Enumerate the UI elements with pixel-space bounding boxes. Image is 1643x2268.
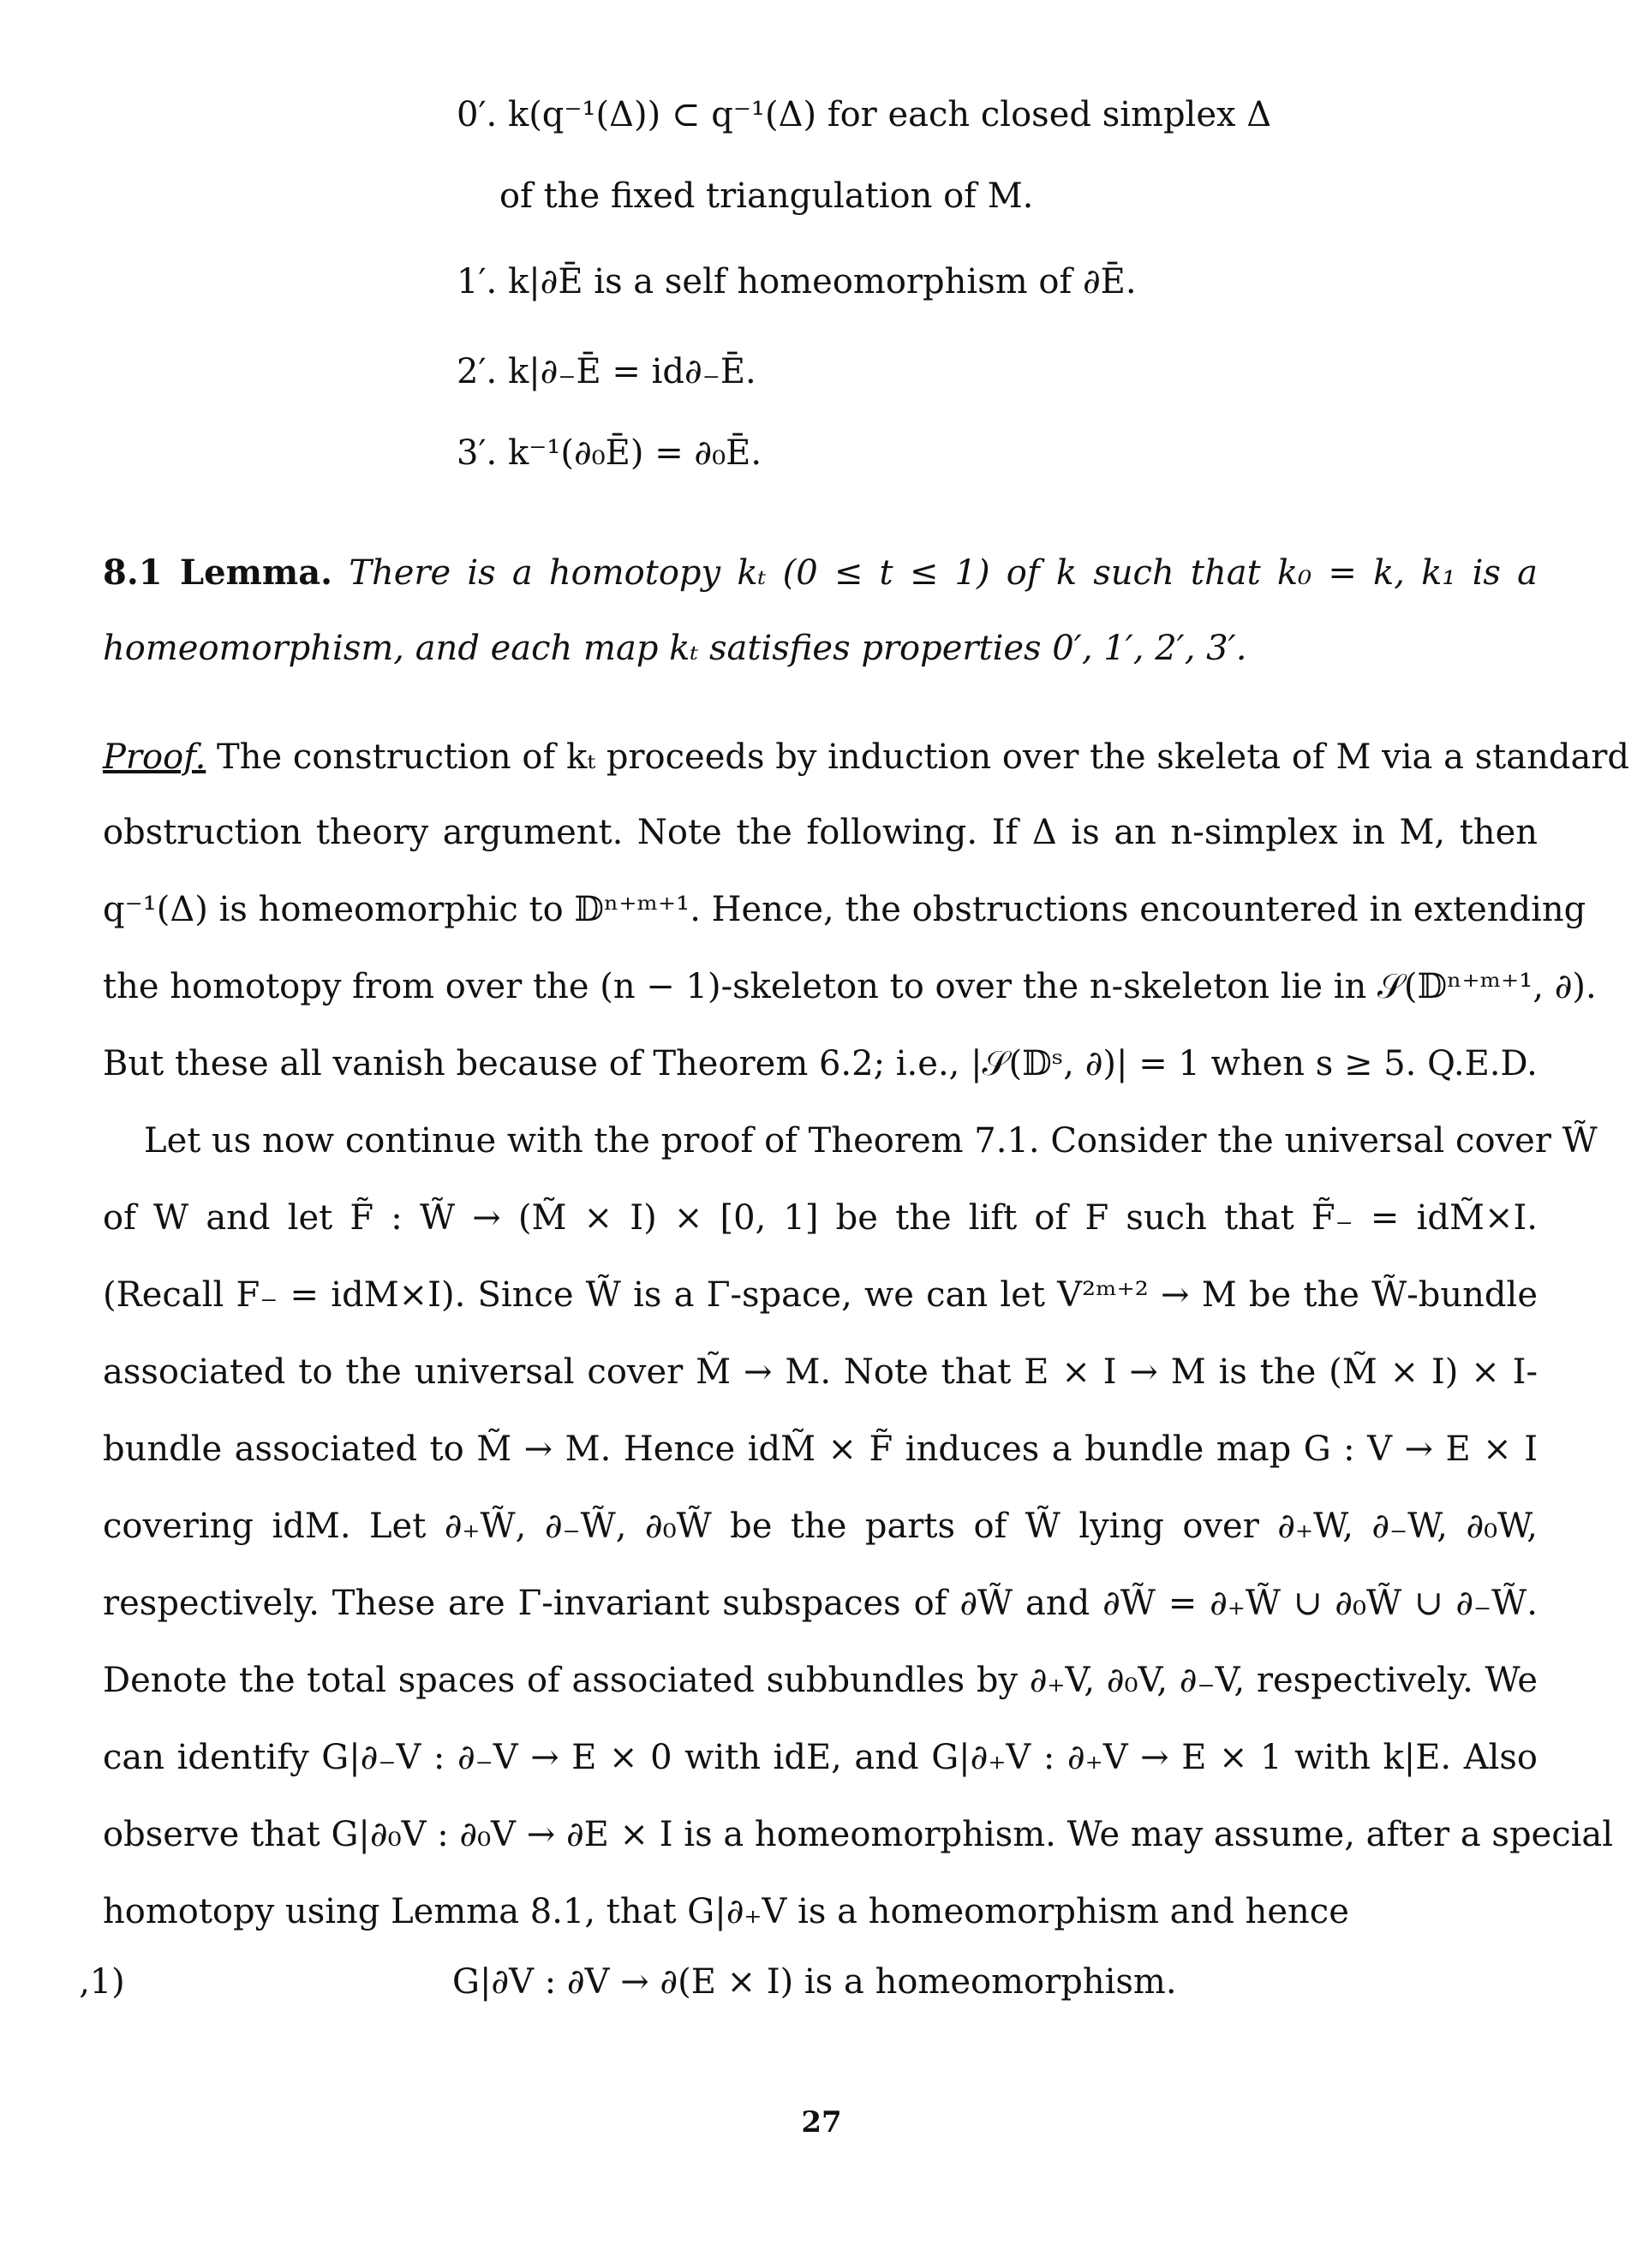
body-line-6: covering idM. Let ∂₊W̃, ∂₋W̃, ∂₀W̃ be the parts of W̃ lying over ∂₊W, ∂₋W, ∂₀W, [103,1507,1538,1546]
lemma-line-2 [103,628,1246,669]
equation-label: ‚1) [79,1962,125,2002]
body-line-1: Let us now continue with the proof of Theorem 7.1. Consider the universal cover W̃ [144,1121,1598,1161]
body-line-2: of W and let F̃ : W̃ → (M̃ × I) × [0, 1] be the lift of F such that F̃₋ = idM̃×I. [103,1198,1538,1238]
body-line-10: observe that G|∂₀V : ∂₀V → ∂E × I is a homeomorphism. We may assume, after a special [103,1815,1614,1854]
page-number: 27 [801,2105,842,2140]
lemma-heading: 8.1 Lemma. [103,552,333,593]
property-0-line-2: of the fixed triangulation of M. [499,176,1034,216]
body-line-8: Denote the total spaces of associated subbundles by ∂₊V, ∂₀V, ∂₋V, respectively. We [103,1661,1538,1700]
proof-line-3: q⁻¹(Δ) is homeomorphic to 𝔻ⁿ⁺ᵐ⁺¹. Hence, the obstructions encountered in extending [103,890,1586,929]
equation: G|∂V : ∂V → ∂(E × I) is a homeomorphism. [452,1962,1177,2002]
property-3: 3′. k⁻¹(∂₀Ē) = ∂₀Ē. [457,433,762,473]
body-line-7: respectively. These are Γ-invariant subspaces of ∂W̃ and ∂W̃ = ∂₊W̃ ∪ ∂₀W̃ ∪ ∂₋W̃. [103,1584,1538,1623]
body-line-4: associated to the universal cover M̃ → M. Note that E × I → M is the (M̃ × I) × I- [103,1352,1538,1392]
proof-line-2: obstruction theory argument. Note the following. If Δ is an n-simplex in M, then [103,813,1538,852]
property-0-line-1: 0′. k(q⁻¹(Δ)) ⊂ q⁻¹(Δ) for each closed simplex Δ [457,95,1272,134]
lemma-statement-2: homeomorphism, and each map kₜ satisfies properties 0′, 1′, 2′, 3′. [103,629,1247,668]
lemma-statement-1: There is a homotopy kₜ (0 ≤ t ≤ 1) of k such that k₀ = k, k₁ is a [349,553,1538,593]
proof-label: Proof. [103,737,206,777]
property-2: 2′. k|∂₋Ē = id∂₋Ē. [457,352,756,391]
proof-line-1 [103,737,1630,778]
lemma-line-1 [103,552,1538,594]
proof-line-4: the homotopy from over the (n − 1)-skeleton to over the n-skeleton lie in 𝒮(𝔻ⁿ⁺ᵐ⁺¹, ∂). [103,967,1597,1006]
proof-text-1: The construction of kₜ proceeds by induction over the skeleta of M via a standard [217,737,1630,777]
property-1: 1′. k|∂Ē is a self homeomorphism of ∂Ē. [457,262,1137,301]
body-line-9: can identify G|∂₋V : ∂₋V → E × 0 with idE, and G|∂₊V : ∂₊V → E × 1 with k|E. Also [103,1738,1538,1777]
proof-line-5: But these all vanish because of Theorem 6.2; i.e., |𝒮(𝔻ˢ, ∂)| = 1 when s ≥ 5. Q.E.D. [103,1044,1538,1083]
body-line-11: homotopy using Lemma 8.1, that G|∂₊V is a homeomorphism and hence [103,1892,1349,1931]
body-line-5: bundle associated to M̃ → M. Hence idM̃ × F̃ induces a bundle map G : V → E × I [103,1429,1538,1469]
body-line-3: (Recall F₋ = idM×I). Since W̃ is a Γ-space, we can let V²ᵐ⁺² → M be the W̃-bundle [103,1275,1538,1315]
